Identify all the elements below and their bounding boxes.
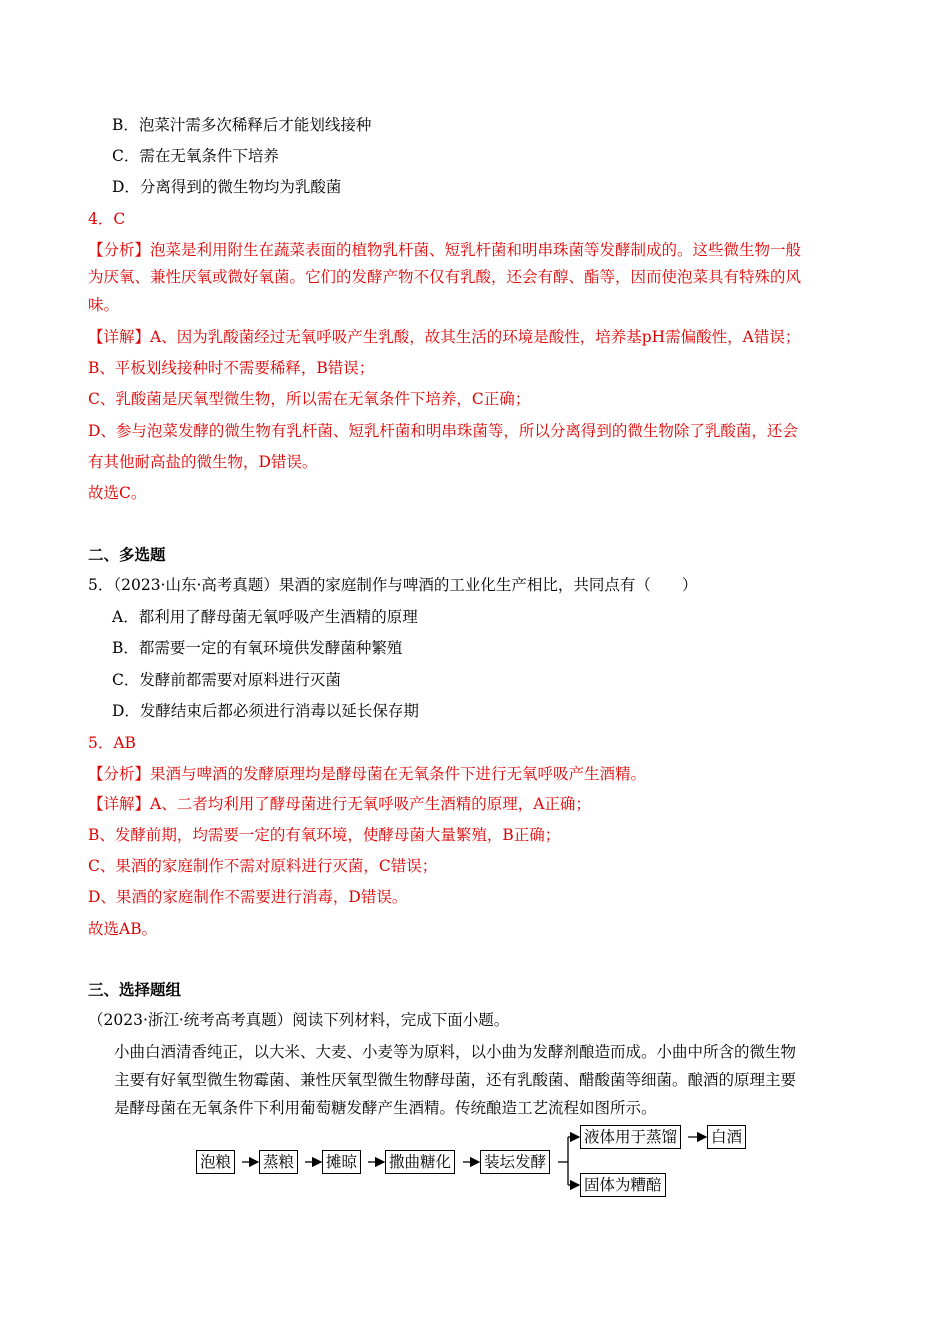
q5-conclusion: 故选AB。 [88,920,158,938]
section-heading-question-group: 三、选择题组 [88,981,182,999]
q5-detail-line-3: C、果酒的家庭制作不需对原料进行灭菌，C错误； [88,857,438,875]
step-jar-fermentation: 装坛发酵 [480,1150,550,1174]
q4-detail-line-1: 【详解】A、因为乳酸菌经过无氧呼吸产生乳酸，故其生活的环境是酸性，培养基pH需偏酸性，A错误； [88,328,801,346]
q-group-intro: （2023·浙江·统考高考真题）阅读下列材料，完成下面小题。 [88,1011,510,1029]
q4-analysis-line-2: 为厌氧、兼性厌氧或微好氧菌。它们的发酵产物不仅有乳酸，还会有醇、酯等，因而使泡菜具有特殊的风 [88,268,802,286]
step-solid-residue: 固体为糟醅 [580,1173,666,1197]
material-line-3: 是酵母菌在无氧条件下利用葡萄糖发酵产生酒精。传统酿造工艺流程如图所示。 [114,1099,657,1117]
q4-option-b: B．泡菜汁需多次稀释后才能划线接种 [112,116,372,134]
q4-detail-line-2: B、平板划线接种时不需要稀释，B错误； [88,359,375,377]
q5-option-d: D．发酵结束后都必须进行消毒以延长保存期 [112,702,419,720]
q5-question: 5．（2023·山东·高考真题）果酒的家庭制作与啤酒的工业化生产相比，共同点有（ ） [88,576,698,594]
q5-option-b: B．都需要一定的有氧环境供发酵菌种繁殖 [112,639,403,657]
q5-detail-line-4: D、果酒的家庭制作不需要进行消毒，D错误。 [88,888,408,906]
q4-conclusion: 故选C。 [88,484,147,502]
q4-analysis-line-1: 【分析】泡菜是利用附生在蔬菜表面的植物乳杆菌、短乳杆菌和明串珠菌等发酵制成的。这些微生物一般 [88,241,802,259]
step-spread-cool: 摊晾 [322,1150,361,1174]
q5-option-c: C．发酵前都需要对原料进行灭菌 [112,671,341,689]
q4-detail-line-4: D、参与泡菜发酵的微生物有乳杆菌、短乳杆菌和明串珠菌等，所以分离得到的微生物除了乳酸菌，还会 [88,422,798,440]
step-liquid-distill: 液体用于蒸馏 [580,1125,681,1149]
step-steam-grain: 蒸粮 [259,1150,298,1174]
q5-option-a: A．都利用了酵母菌无氧呼吸产生酒精的原理 [112,608,418,626]
q4-detail-line-5: 有其他耐高盐的微生物，D错误。 [88,453,318,471]
material-line-1: 小曲白酒清香纯正，以大米、大麦、小麦等为原料，以小曲为发酵剂酿造而成。小曲中所含的微生物 [114,1043,797,1061]
q5-detail-line-2: B、发酵前期，均需要一定的有氧环境，使酵母菌大量繁殖，B正确； [88,826,561,844]
material-line-2: 主要有好氧型微生物霉菌、兼性厌氧型微生物酵母菌，还有乳酸菌、醋酸菌等细菌。酿酒的原理主要 [114,1071,797,1089]
section-heading-multi-choice: 二、多选题 [88,546,166,564]
q5-analysis: 【分析】果酒与啤酒的发酵原理均是酵母菌在无氧条件下进行无氧呼吸产生酒精。 [88,765,647,783]
step-soak-grain: 泡粮 [196,1150,235,1174]
q4-option-d: D．分离得到的微生物均为乳酸菌 [112,178,342,196]
step-baijiu: 白酒 [707,1125,746,1149]
step-add-starter: 撒曲糖化 [385,1150,455,1174]
q5-answer: 5．AB [88,734,136,752]
q4-option-c: C．需在无氧条件下培养 [112,147,279,165]
brewing-process-flowchart [196,1124,756,1200]
q4-answer: 4．C [88,210,126,228]
q4-detail-line-3: C、乳酸菌是厌氧型微生物，所以需在无氧条件下培养，C正确； [88,390,531,408]
q5-detail-line-1: 【详解】A、二者均利用了酵母菌进行无氧呼吸产生酒精的原理，A正确； [88,795,591,813]
q4-analysis-line-3: 味。 [88,296,120,314]
